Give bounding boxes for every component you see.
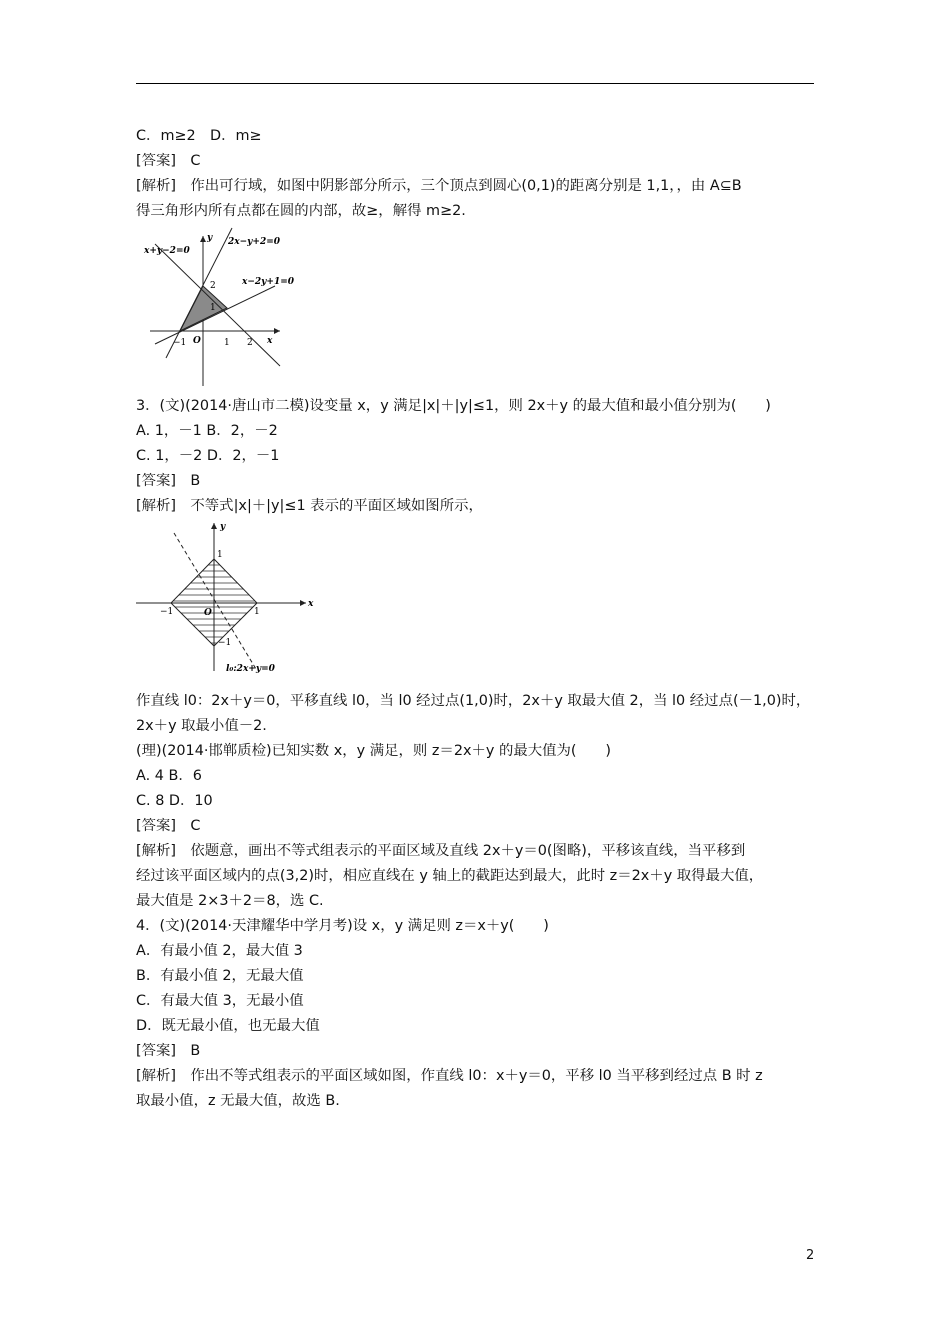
analysis-line: [解析] 不等式|x|＋|y|≤1 表示的平面区域如图所示， — [136, 498, 483, 514]
analysis-line: [解析] 作出可行域，如图中阴影部分所示，三个顶点到圆心(0,1)的距离分别是 1,1，，由 A⊆B — [136, 178, 742, 194]
answer-line: [答案] B — [136, 473, 201, 489]
option-line: C. 1，－2 D．2，－1 — [136, 448, 280, 464]
line-label: l₀:2x+y=0 — [226, 664, 275, 674]
axis-label-y: y — [220, 522, 226, 532]
diamond-region-figure — [136, 521, 336, 681]
analysis-line: [解析] 依题意，画出不等式组表示的平面区域及直线 2x＋y＝0(图略)，平移该直线，当平移到 — [136, 843, 746, 859]
tick-label: 1 — [254, 607, 260, 617]
tick-label: 2 — [210, 281, 216, 291]
option-line: D．既无最小值，也无最大值 — [136, 1018, 320, 1034]
option-line: A. 1，－1 B．2，－2 — [136, 423, 278, 439]
axis-label-x: x — [267, 336, 273, 346]
axis-label-y: y — [207, 233, 213, 243]
analysis-line: 经过该平面区域内的点(3,2)时，相应直线在 y 轴上的截距达到最大，此时 z＝2x＋y 取得最大值， — [136, 868, 764, 884]
analysis-line: 作直线 l0：2x＋y＝0，平移直线 l0，当 l0 经过点(1,0)时，2x＋y 取最大值 2，当 l0 经过点(－1,0)时， — [136, 693, 811, 709]
option-line: C. 8 D．10 — [136, 793, 213, 809]
option-line: B．有最小值 2，无最大值 — [136, 968, 304, 984]
header-rule — [136, 83, 814, 84]
line-label: x+y−2=0 — [144, 246, 190, 256]
analysis-line: 2x＋y 取最小值－2. — [136, 718, 267, 734]
analysis-line: 得三角形内所有点都在圆的内部，故≥，解得 m≥2. — [136, 203, 466, 219]
answer-line: [答案] C — [136, 818, 201, 834]
tick-label: 1 — [210, 303, 216, 313]
option-line: C．有最大值 3，无最小值 — [136, 993, 304, 1009]
origin-label: O — [204, 608, 212, 618]
option-line: C．m≥2 D．m≥ — [136, 128, 262, 144]
tick-label: −1 — [218, 638, 232, 648]
question-line: (理)(2014·邯郸质检)已知实数 x，y 满足，则 z＝2x＋y 的最大值为( ) — [136, 743, 611, 759]
line-label: x−2y+1=0 — [242, 277, 295, 287]
option-line: A．有最小值 2，最大值 3 — [136, 943, 303, 959]
page-number: 2 — [806, 1248, 815, 1263]
question-line: 3．(文)(2014·唐山市二模)设变量 x，y 满足|x|＋|y|≤1，则 2x＋y 的最大值和最小值分别为( ) — [136, 398, 771, 414]
tick-label: 2 — [247, 338, 253, 348]
answer-line: [答案] C — [136, 153, 201, 169]
analysis-line: 最大值是 2×3＋2＝8，选 C. — [136, 893, 324, 909]
answer-line: [答案] B — [136, 1043, 201, 1059]
origin-label: O — [193, 336, 201, 346]
document-body — [136, 124, 816, 1114]
tick-label: 1 — [224, 338, 230, 348]
analysis-line: [解析] 作出不等式组表示的平面区域如图，作直线 l0：x＋y＝0，平移 l0 当平移到经过点 B 时 z — [136, 1068, 763, 1084]
line-label: 2x−y+2=0 — [228, 237, 281, 247]
analysis-line: 取最小值，z 无最大值，故选 B. — [136, 1093, 340, 1109]
axis-label-x: x — [308, 599, 314, 609]
tick-label: −1 — [160, 607, 174, 617]
tick-label: −1 — [173, 338, 187, 348]
option-line: A. 4 B．6 — [136, 768, 202, 784]
tick-label: 1 — [217, 550, 223, 560]
question-line: 4．(文)(2014·天津耀华中学月考)设 x，y 满足则 z＝x＋y( ) — [136, 918, 549, 934]
feasible-region-figure — [140, 226, 310, 386]
